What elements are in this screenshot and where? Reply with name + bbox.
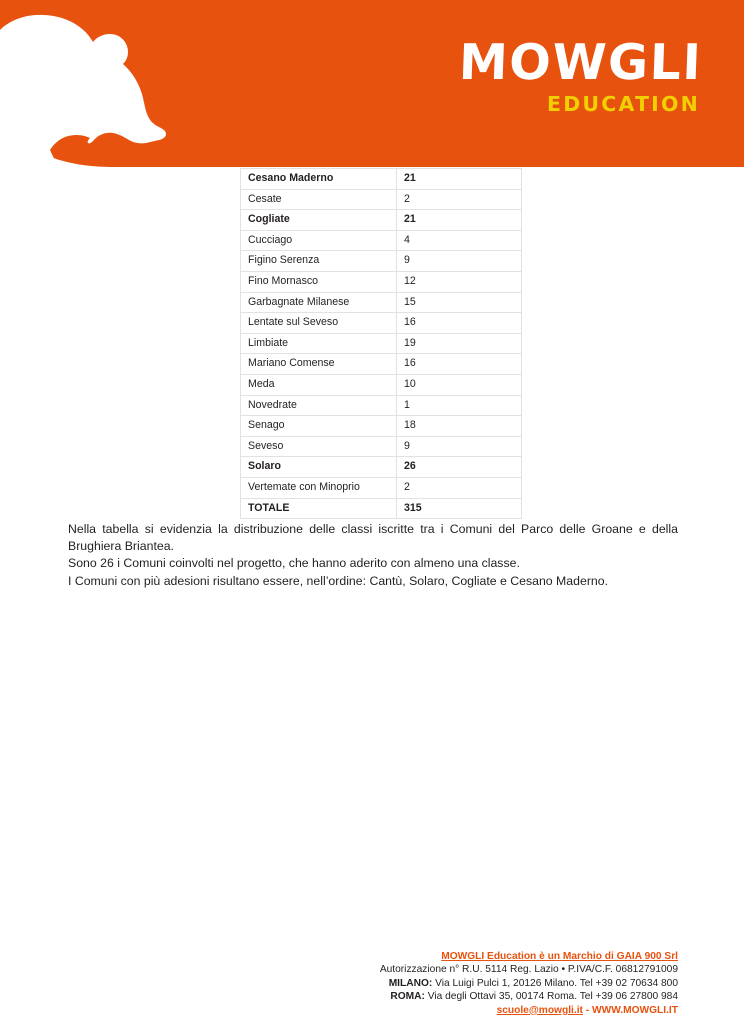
paragraph-3: I Comuni con più adesioni risultano essere, nell’ordine: Cantù, Solaro, Cogliate e Cesano Maderno. xyxy=(68,573,609,588)
cell-classi: 4 xyxy=(397,230,522,251)
cell-comune: Cesate xyxy=(241,189,397,210)
cell-comune: Vertemate con Minoprio xyxy=(241,477,397,498)
cell-classi: 12 xyxy=(397,271,522,292)
cell-comune: Meda xyxy=(241,374,397,395)
cell-comune: Mariano Comense xyxy=(241,354,397,375)
table-row xyxy=(241,354,522,375)
footer-milano-address: Via Luigi Pulci 1, 20126 Milano. Tel +39 02 70634 800 xyxy=(432,977,678,989)
paragraph-1: Nella tabella si evidenzia la distribuzione delle classi iscritte tra i Comuni del Parco delle Groane e della Brughiera Briantea. xyxy=(68,522,678,554)
mowgli-logo xyxy=(457,34,703,116)
cell-comune: Limbiate xyxy=(241,333,397,354)
bear-silhouette-icon xyxy=(0,0,220,167)
footer-roma-address: Via degli Ottavi 35, 00174 Roma. Tel +39 06 27800 984 xyxy=(424,991,678,1003)
table-row xyxy=(241,189,522,210)
cell-comune: Seveso xyxy=(241,436,397,457)
table-row xyxy=(241,416,522,437)
comuni-classi-table xyxy=(240,168,522,519)
cell-classi: 16 xyxy=(397,313,522,334)
cell-classi: 21 xyxy=(397,169,522,190)
table-row xyxy=(241,271,522,292)
cell-classi: 9 xyxy=(397,251,522,272)
table-row xyxy=(241,210,522,231)
table-row xyxy=(241,251,522,272)
cell-classi: 16 xyxy=(397,354,522,375)
footer-roma-label: ROMA: xyxy=(390,991,425,1003)
cell-comune: Novedrate xyxy=(241,395,397,416)
footer-brand-line xyxy=(118,950,678,963)
footer-separator: - xyxy=(582,1004,592,1016)
cell-classi: 315 xyxy=(397,498,522,519)
body-copy xyxy=(68,521,678,590)
table-body xyxy=(241,169,522,519)
table-row xyxy=(241,292,522,313)
cell-classi: 15 xyxy=(397,292,522,313)
cell-comune: Solaro xyxy=(241,457,397,478)
table-row xyxy=(241,313,522,334)
logo-wordmark: MOWGLI xyxy=(457,34,703,91)
footer-email-link[interactable]: scuole@mowgli.it xyxy=(496,1004,583,1016)
cell-classi: 9 xyxy=(397,436,522,457)
table-row xyxy=(241,477,522,498)
table-row xyxy=(241,374,522,395)
cell-classi: 1 xyxy=(397,395,522,416)
cell-comune: Cesano Maderno xyxy=(241,169,397,190)
cell-classi: 21 xyxy=(397,210,522,231)
table-row xyxy=(241,333,522,354)
cell-comune: Cogliate xyxy=(241,210,397,231)
cell-classi: 19 xyxy=(397,333,522,354)
cell-comune: Lentate sul Seveso xyxy=(241,313,397,334)
footer-authorization: Autorizzazione n° R.U. 5114 Reg. Lazio • P.IVA/C.F. 06812791009 xyxy=(379,964,678,976)
footer-website-link[interactable]: WWW.MOWGLI.IT xyxy=(591,1004,678,1016)
table-row xyxy=(241,436,522,457)
footer-brand-text: MOWGLI Education è un Marchio di GAIA 900 Srl xyxy=(441,950,678,962)
table-row xyxy=(241,457,522,478)
cell-comune: Fino Mornasco xyxy=(241,271,397,292)
paragraph-2: Sono 26 i Comuni coinvolti nel progetto, che hanno aderito con almeno una classe. xyxy=(68,556,520,571)
cell-classi: 18 xyxy=(397,416,522,437)
cell-comune: TOTALE xyxy=(241,498,397,519)
cell-comune: Garbagnate Milanese xyxy=(241,292,397,313)
cell-comune: Senago xyxy=(241,416,397,437)
table-row xyxy=(241,169,522,190)
footer-roma xyxy=(118,990,678,1003)
table-row-total xyxy=(241,498,522,519)
table-row xyxy=(241,395,522,416)
footer-contact-line xyxy=(118,1004,678,1017)
cell-classi: 10 xyxy=(397,374,522,395)
cell-classi: 26 xyxy=(397,457,522,478)
table-row xyxy=(241,230,522,251)
page-footer xyxy=(118,950,678,1017)
cell-comune: Cucciago xyxy=(241,230,397,251)
footer-milano xyxy=(118,977,678,990)
logo-tagline: EDUCATION xyxy=(547,92,700,116)
cell-classi: 2 xyxy=(397,189,522,210)
page-header xyxy=(0,0,744,167)
cell-classi: 2 xyxy=(397,477,522,498)
cell-comune: Figino Serenza xyxy=(241,251,397,272)
footer-milano-label: MILANO: xyxy=(388,977,433,989)
